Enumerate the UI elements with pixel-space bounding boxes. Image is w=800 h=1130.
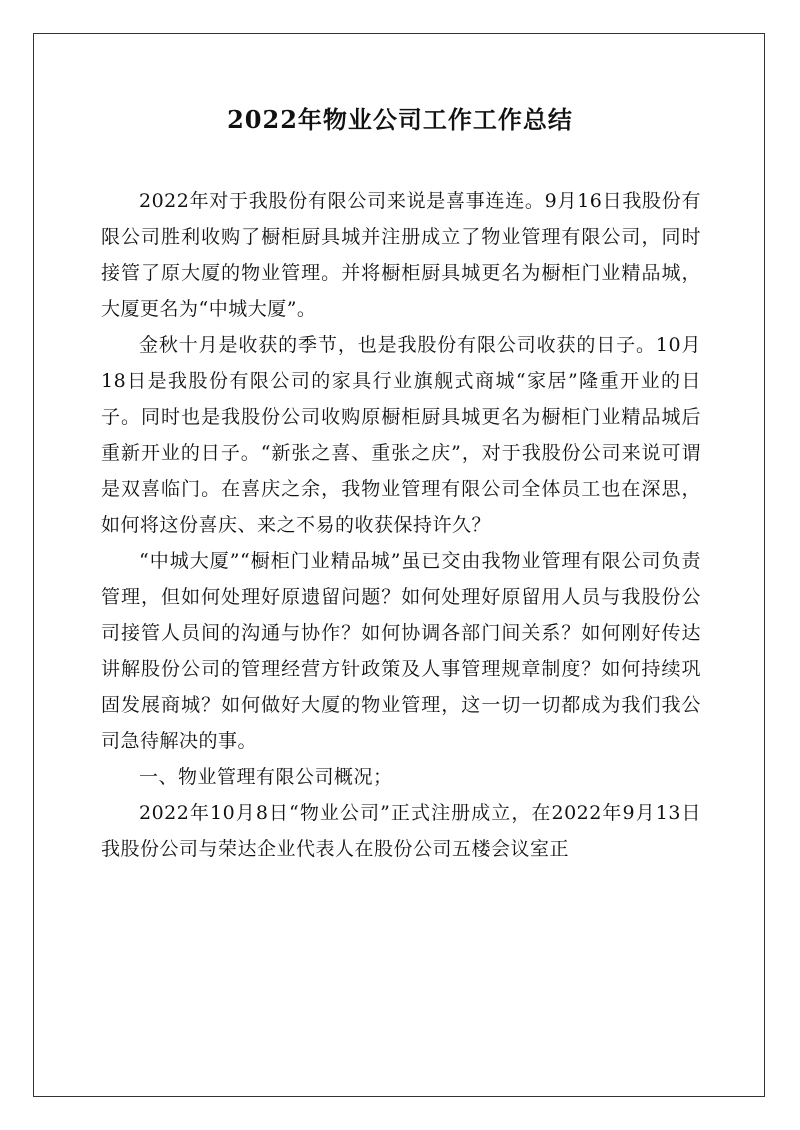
paragraph-4: 2022年10月8日“物业公司”正式注册成立，在2022年9月13日我股份公司与荣达企业代表人在股份公司五楼会议室正 <box>101 802 701 860</box>
document-title: 2022年物业公司工作工作总结 <box>227 105 573 134</box>
paragraph-1: 2022年对于我股份有限公司来说是喜事连连。9月16日我股份有限公司胜利收购了橱柜厨具城并注册成立了物业管理有限公司，同时接管了原大厦的物业管理。并将橱柜厨具城更名为橱柜门业精品城，大厦更名为“中城大厦”。 <box>101 190 701 320</box>
paragraph-2: 金秋十月是收获的季节，也是我股份有限公司收获的日子。10月18日是我股份有限公司的家具行业旗舰式商城“家居”隆重开业的日子。同时也是我股份公司收购原橱柜厨具城更名为橱柜门业精品城后重新开业的日子。“新张之喜、重张之庆”，对于我股份公司来说可谓是双喜临门。在喜庆之余，我物业管理有限公司全体员工也在深思，如何将这份喜庆、来之不易的收获保持许久？ <box>101 334 701 536</box>
section-heading-1: 一、物业管理有限公司概况； <box>139 766 393 788</box>
paragraph-3: “中城大厦”“橱柜门业精品城”虽已交由我物业管理有限公司负责管理，但如何处理好原遗留问题？如何处理好原留用人员与我股份公司接管人员间的沟通与协作？如何协调各部门间关系？如何刚好传达讲解股份公司的管理经营方针政策及人事管理规章制度？如何持续巩固发展商城？如何做好大厦的物业管理，这一切一切都成为我们我公司急待解决的事。 <box>101 550 701 752</box>
document-body <box>101 183 701 867</box>
